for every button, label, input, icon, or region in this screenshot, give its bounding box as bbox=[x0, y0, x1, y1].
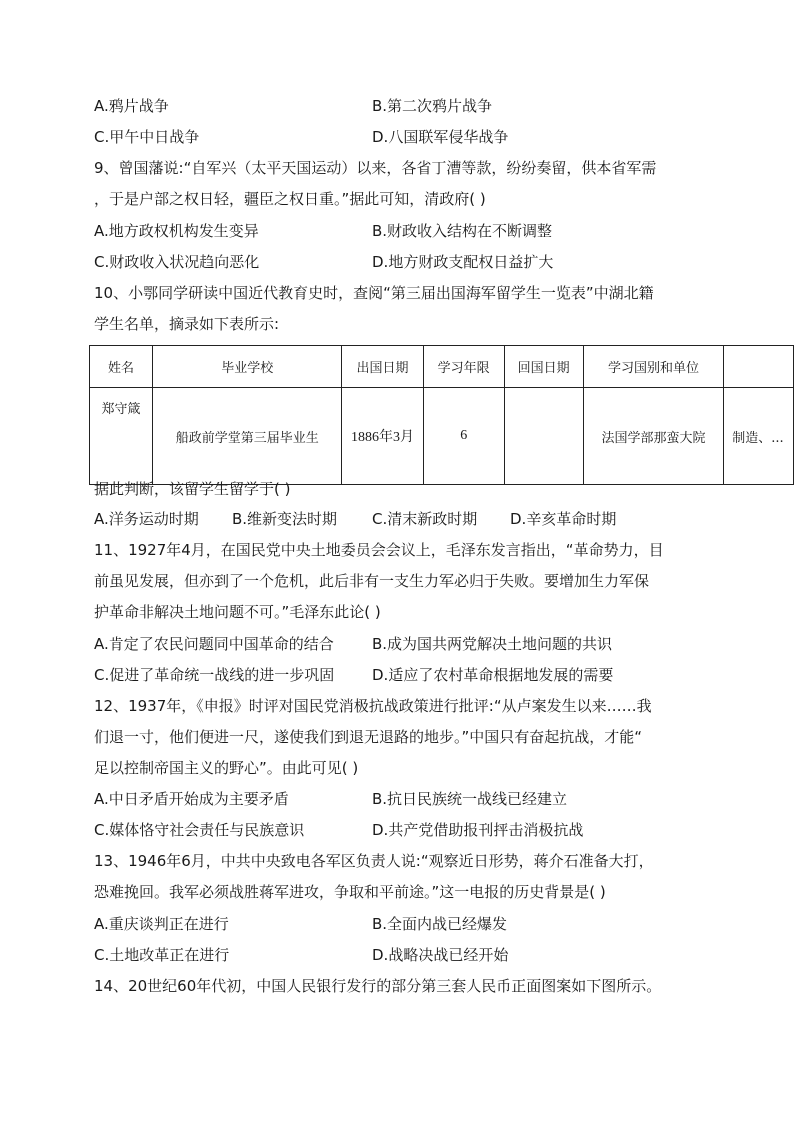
q12-option-c: C.媒体恪守社会责任与民族意识 bbox=[94, 821, 305, 839]
table-cell: 6 bbox=[423, 388, 504, 485]
student-table bbox=[89, 345, 794, 485]
q12-option-a: A.中日矛盾开始成为主要矛盾 bbox=[94, 790, 289, 808]
q9-option-b: B.财政收入结构在不断调整 bbox=[372, 222, 553, 240]
q8-option-d: D.八国联军侵华战争 bbox=[372, 128, 509, 146]
q10-option-b: B.维新变法时期 bbox=[232, 510, 338, 528]
q8-option-a: A.鸦片战争 bbox=[94, 97, 169, 115]
q10-option-a: A.洋务运动时期 bbox=[94, 510, 199, 528]
q11-stem-line2: 前虽见发展，但亦到了一个危机，此后非有一支生力军必归于失败。要增加生力军保 bbox=[94, 572, 650, 590]
q9-option-a: A.地方政权机构发生变异 bbox=[94, 222, 259, 240]
q13-option-a: A.重庆谈判正在进行 bbox=[94, 915, 229, 933]
table-header-cell: 姓名 bbox=[90, 346, 153, 388]
q11-stem-line3: 护革命非解决土地问题不可。”毛泽东此论( ) bbox=[94, 603, 381, 621]
table-cell: 法国学部那蛮大院 bbox=[583, 388, 724, 485]
q9-option-c: C.财政收入状况趋向恶化 bbox=[94, 253, 260, 271]
q12-stem-line1: 12、1937年，《申报》时评对国民党消极抗战政策进行批评:“从卢案发生以来……我 bbox=[94, 697, 652, 715]
q12-option-d: D.共产党借助报刊抨击消极抗战 bbox=[372, 821, 584, 839]
q13-stem-line2: 恐难挽回。我军必须战胜蒋军进攻，争取和平前途。”这一电报的历史背景是( ) bbox=[94, 883, 606, 901]
table-header-cell: 学习年限 bbox=[423, 346, 504, 388]
q12-stem-line2: 们退一寸，他们便进一尺，遂使我们到退无退路的地步。”中国只有奋起抗战，才能“ bbox=[94, 728, 643, 746]
q12-options-row1 bbox=[94, 788, 568, 810]
table-cell: 船政前学堂第三届毕业生 bbox=[153, 388, 342, 485]
q12-options-row2 bbox=[94, 819, 584, 841]
q12-option-b: B.抗日民族统一战线已经建立 bbox=[372, 790, 568, 808]
table-header-cell: 回国日期 bbox=[504, 346, 583, 388]
q13-option-d: D.战略决战已经开始 bbox=[372, 946, 509, 964]
table-header-cell bbox=[724, 346, 794, 388]
q11-option-d: D.适应了农村革命根据地发展的需要 bbox=[372, 666, 614, 684]
table-cell: 1886年3月 bbox=[342, 388, 423, 485]
q10-stem-line2: 学生名单，摘录如下表所示: bbox=[94, 315, 280, 333]
q10-option-c: C.清末新政时期 bbox=[372, 510, 478, 528]
q9-options-row2 bbox=[94, 251, 554, 273]
q8-option-b: B.第二次鸦片战争 bbox=[372, 97, 493, 115]
q11-option-c: C.促进了革命统一战线的进一步巩固 bbox=[94, 666, 335, 684]
q9-stem-line2: ，于是户部之权日轻，疆臣之权日重。”据此可知，清政府( ) bbox=[94, 190, 486, 208]
q11-stem-line1: 11、1927年4月，在国民党中央土地委员会会议上，毛泽东发言指出，“革命势力，目 bbox=[94, 541, 664, 559]
table-header-cell: 学习国别和单位 bbox=[583, 346, 724, 388]
table-header-cell: 毕业学校 bbox=[153, 346, 342, 388]
table-cell: 郑守箴 bbox=[90, 388, 153, 485]
q11-options-row1 bbox=[94, 633, 613, 655]
q13-stem-line1: 13、1946年6月，中共中央致电各军区负责人说:“观察近日形势，蒋介石准备大打， bbox=[94, 852, 654, 870]
q13-options-row2 bbox=[94, 944, 509, 966]
q10-stem-line3: 据此判断，该留学生留学于( ) bbox=[94, 480, 291, 498]
table-cell bbox=[504, 388, 583, 485]
q13-option-c: C.土地改革正在进行 bbox=[94, 946, 230, 964]
q10-stem-line1: 10、小鄂同学研读中国近代教育史时，查阅“第三届出国海军留学生一览表”中湖北籍 bbox=[94, 284, 654, 302]
q14-stem-line1: 14、20世纪60年代初，中国人民银行发行的部分第三套人民币正面图案如下图所示。 bbox=[94, 977, 662, 995]
q8-options-row2 bbox=[94, 126, 509, 148]
q11-option-a: A.肯定了农民问题同中国革命的结合 bbox=[94, 635, 334, 653]
q9-option-d: D.地方财政支配权日益扩大 bbox=[372, 253, 554, 271]
table-header-cell: 出国日期 bbox=[342, 346, 423, 388]
q11-option-b: B.成为国共两党解决土地问题的共识 bbox=[372, 635, 613, 653]
table-header-row bbox=[90, 346, 794, 388]
q12-stem-line3: 足以控制帝国主义的野心”。由此可见( ) bbox=[94, 759, 359, 777]
q13-option-b: B.全面内战已经爆发 bbox=[372, 915, 508, 933]
q9-stem-line1: 9、曾国藩说:“自军兴（太平天国运动）以来，各省丁漕等款，纷纷奏留，供本省军需 bbox=[94, 159, 657, 177]
q9-options-row1 bbox=[94, 220, 553, 242]
table-row bbox=[90, 388, 794, 485]
q8-options-row1 bbox=[94, 95, 493, 117]
q8-option-c: C.甲午中日战争 bbox=[94, 128, 200, 146]
table-cell: 制造、... bbox=[724, 388, 794, 485]
q11-options-row2 bbox=[94, 664, 614, 686]
q10-option-d: D.辛亥革命时期 bbox=[510, 510, 617, 528]
q13-options-row1 bbox=[94, 913, 508, 935]
